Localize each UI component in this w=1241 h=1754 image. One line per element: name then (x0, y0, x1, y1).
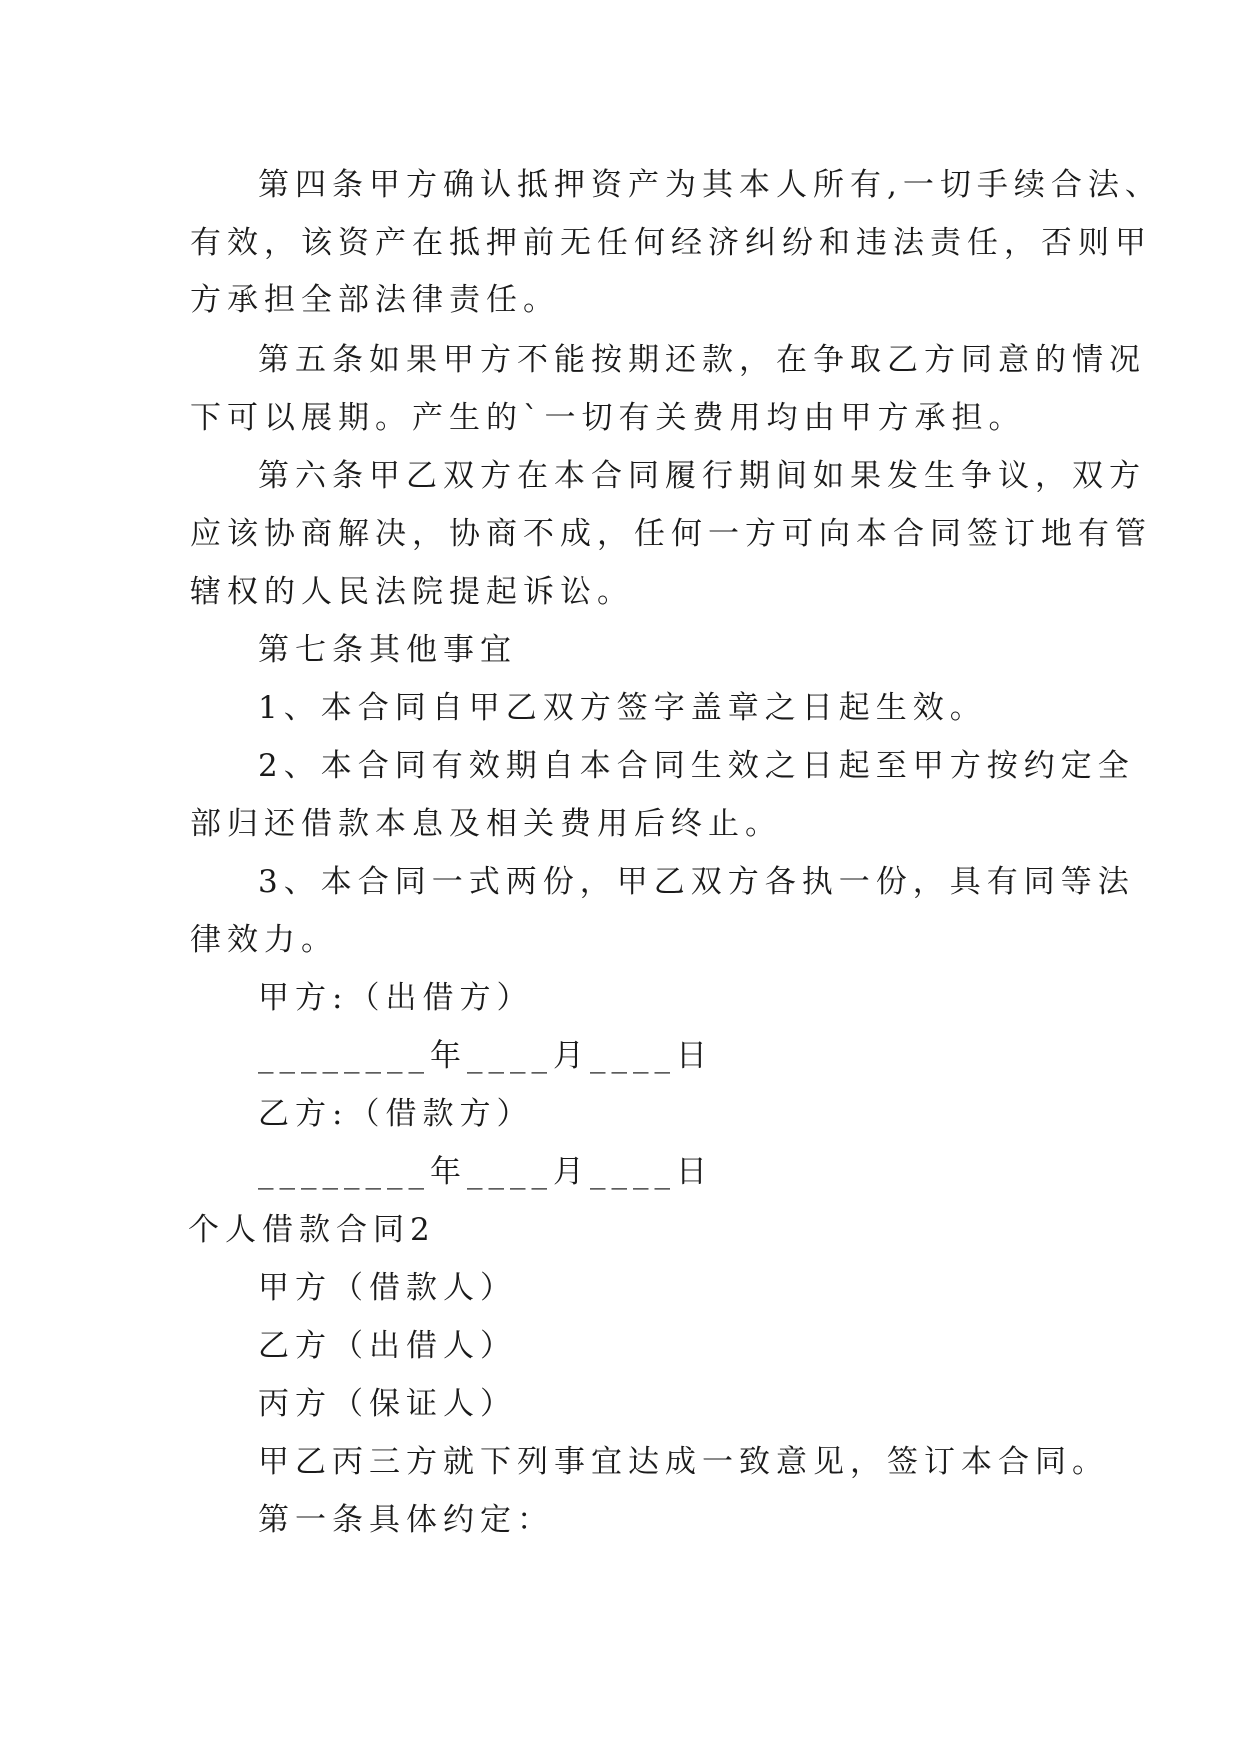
text-line: 第四条甲方确认抵押资产为其本人所有,一切手续合法、 (258, 167, 1162, 203)
section-heading: 第七条其他事宜 (258, 632, 517, 668)
date-blank-line: ________年____月____日 (258, 1038, 713, 1074)
text-line: 第五条如果甲方不能按期还款，在争取乙方同意的情况 (258, 342, 1146, 378)
text-line: 第六条甲乙双方在本合同履行期间如果发生争议，双方 (258, 458, 1146, 494)
text-line: 1、本合同自甲乙双方签字盖章之日起生效。 (258, 690, 987, 726)
text-line: 2、本合同有效期自本合同生效之日起至甲方按约定全 (258, 748, 1135, 784)
party-a-borrower: 甲方（借款人） (258, 1270, 517, 1306)
text-line: 甲乙丙三方就下列事宜达成一致意见，签订本合同。 (258, 1444, 1109, 1480)
text-line: 应该协商解决，协商不成，任何一方可向本合同签订地有管 (190, 516, 1152, 552)
text-line: 辖权的人民法院提起诉讼。 (190, 574, 634, 610)
contract-title: 个人借款合同2 (188, 1212, 436, 1248)
text-line: 方承担全部法律责任。 (190, 282, 560, 318)
text-line: 下可以展期。产生的`一切有关费用均由甲方承担。 (190, 400, 1026, 436)
party-b-label: 乙方:（借款方） (258, 1096, 534, 1132)
text-line: 有效，该资产在抵押前无任何经济纠纷和违法责任，否则甲 (190, 225, 1152, 261)
party-a-label: 甲方:（出借方） (258, 980, 534, 1016)
text-line: 律效力。 (190, 922, 338, 958)
party-c-guarantor: 丙方（保证人） (258, 1386, 517, 1422)
text-line: 3、本合同一式两份，甲乙双方各执一份，具有同等法 (258, 864, 1135, 900)
section-heading: 第一条具体约定： (258, 1502, 554, 1538)
text-line: 部归还借款本息及相关费用后终止。 (190, 806, 782, 842)
party-b-lender: 乙方（出借人） (258, 1328, 517, 1364)
date-blank-line: ________年____月____日 (258, 1154, 713, 1190)
